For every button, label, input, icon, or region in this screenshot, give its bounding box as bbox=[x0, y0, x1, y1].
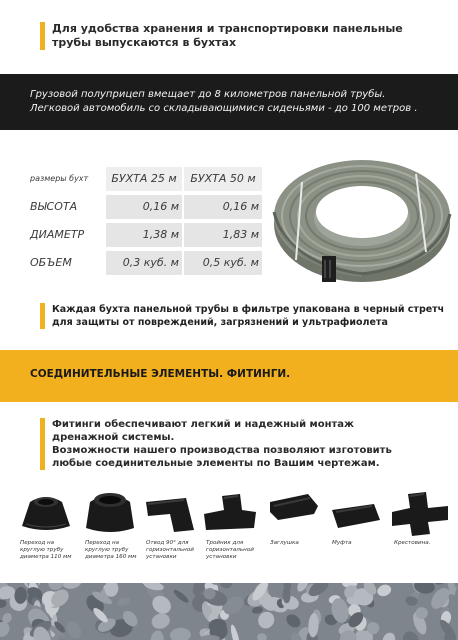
banner-line: Грузовой полуприцеп вмещает до 8 километров панельной трубы. bbox=[30, 89, 386, 100]
accent-bar bbox=[40, 303, 45, 329]
coupling-icon bbox=[326, 488, 386, 538]
caption-line: круглую трубу bbox=[85, 547, 129, 553]
fittings-line: любые соединительные элементы по Вашим чертежам. bbox=[52, 458, 380, 469]
table-row bbox=[26, 223, 264, 247]
banner-line: Легковой автомобиль со складывающимися сиденьями - до 100 метров . bbox=[30, 103, 418, 114]
elbow-90-icon bbox=[140, 488, 200, 538]
fitting-caption bbox=[20, 540, 72, 561]
caption-line: Заглушка bbox=[270, 540, 299, 546]
table-cell: 0,3 куб. м bbox=[106, 251, 182, 275]
adapter-160-icon bbox=[80, 488, 140, 538]
packaging-line: Каждая бухта панельной трубы в фильтре упакована в черный стретч bbox=[52, 304, 445, 315]
table-cell: 1,83 м bbox=[184, 223, 262, 247]
fitting-caption bbox=[394, 540, 431, 547]
table-cell: 0,16 м bbox=[106, 195, 182, 219]
caption-line: диаметра 110 мм bbox=[20, 554, 72, 560]
caption-line: Крестовина. bbox=[394, 540, 431, 546]
section-banner bbox=[0, 350, 458, 402]
caption-line: горизонтальной bbox=[146, 547, 194, 553]
fitting-caption bbox=[206, 540, 254, 561]
table-header-cell: БУХТА 50 м bbox=[184, 167, 262, 191]
table-row-label: ВЫСОТА bbox=[30, 200, 78, 213]
caption-line: установки bbox=[146, 554, 177, 560]
fitting-caption bbox=[85, 540, 137, 561]
table-header-cell: размеры бухт bbox=[30, 174, 89, 183]
capacity-banner bbox=[0, 74, 458, 130]
caption-line: круглую трубу bbox=[20, 547, 64, 553]
accent-bar bbox=[40, 418, 45, 470]
tee-icon bbox=[200, 488, 260, 538]
caption-line: Переход на bbox=[85, 540, 120, 546]
fitting-adapter-110 bbox=[16, 488, 88, 538]
caption-line: горизонтальной bbox=[206, 547, 254, 553]
caption-line: диаметра 160 мм bbox=[85, 554, 137, 560]
caption-line: Тройник для bbox=[206, 540, 244, 546]
fittings-line: Возможности нашего производства позволяют изготовить bbox=[52, 445, 392, 456]
intro-line: Для удобства хранения и транспортировки панельные bbox=[52, 22, 403, 35]
table-header-cell: БУХТА 25 м bbox=[106, 167, 182, 191]
table-cell: 1,38 м bbox=[106, 223, 182, 247]
plug-icon bbox=[264, 488, 324, 538]
caption-line: установки bbox=[206, 554, 237, 560]
fitting-caption bbox=[270, 540, 299, 547]
fitting-tee bbox=[200, 488, 272, 538]
table-row-label: ДИАМЕТР bbox=[30, 228, 85, 241]
fitting-caption bbox=[332, 540, 352, 547]
pipe-coil-image bbox=[266, 152, 454, 288]
fittings-text bbox=[52, 418, 452, 470]
table-cell: 0,5 куб. м bbox=[184, 251, 262, 275]
table-cell: 0,16 м bbox=[184, 195, 262, 219]
gravel-image bbox=[0, 583, 458, 640]
fittings-line: Фитинги обеспечивают легкий и надежный монтаж bbox=[52, 419, 355, 430]
cross-icon bbox=[388, 488, 452, 538]
table-row-label: ОБЪЕМ bbox=[30, 256, 72, 269]
adapter-110-icon bbox=[16, 488, 76, 538]
packaging-line: для защиты от повреждений, загрязнений и ультрафиолета bbox=[52, 317, 388, 328]
fitting-cross bbox=[388, 488, 458, 538]
table-row bbox=[26, 195, 264, 219]
caption-line: Отвод 90° для bbox=[146, 540, 189, 546]
fitting-caption bbox=[146, 540, 194, 561]
intro-text bbox=[52, 22, 442, 50]
accent-bar bbox=[40, 22, 45, 50]
table-header-row bbox=[26, 167, 264, 191]
intro-line: трубы выпускаются в бухтах bbox=[52, 36, 237, 49]
caption-line: Муфта bbox=[332, 540, 352, 546]
packaging-text bbox=[52, 303, 452, 329]
fittings-line: дренажной системы. bbox=[52, 432, 175, 443]
table-row bbox=[26, 251, 264, 275]
section-title: СОЕДИНИТЕЛЬНЫЕ ЭЛЕМЕНТЫ. ФИТИНГИ. bbox=[30, 368, 291, 380]
caption-line: Переход на bbox=[20, 540, 55, 546]
